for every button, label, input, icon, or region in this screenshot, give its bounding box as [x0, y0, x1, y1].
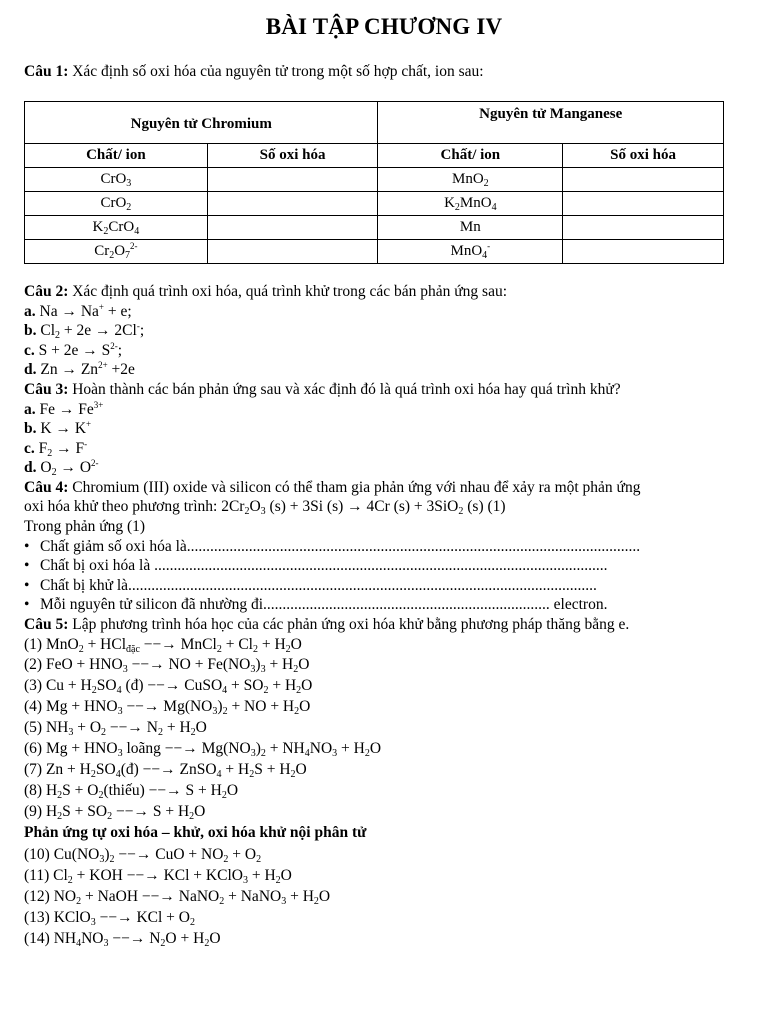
table-cell-answer[interactable]	[563, 240, 724, 264]
half-reaction: b. K → K+	[24, 419, 92, 437]
table-header-substance: Chất/ ion	[25, 144, 208, 168]
reaction-equation: (12) $NO_2$ + NaOH −−→ NaNO$_2$ + NaNO$_3$ + $H_2O$	[24, 888, 331, 907]
reaction-equation: (14) $NH_4NO_3$ −−→ $N_2O + H_2O$	[24, 930, 221, 949]
reaction-equation: (10) $Cu(NO_3)_2$ −−→ CuO + $NO_2 + O_2$	[24, 846, 262, 865]
table-cell-substance: MnO$_4$-	[378, 240, 563, 264]
question-5-text: Lập phương trình hóa học của các phản ứng oxi hóa khử bằng phương pháp thăng bằng e.	[72, 616, 630, 633]
reaction-equation: (13) KClO$_3$ −−→ KCl + $O_2$	[24, 909, 195, 928]
reaction-equation: (1) MnO$_2$ + HCl$_{đặc}$ −−→ MnCl$_2$ + $Cl_2 + H_2O$	[24, 636, 302, 655]
table-cell-answer[interactable]	[207, 240, 378, 264]
reaction-equation: (8) $H_2S$ + $O_2(thiếu)$ −−→ $S + H_2O$	[24, 782, 239, 801]
question-4	[24, 478, 640, 498]
question-4-label: Câu 4:	[24, 479, 69, 496]
page-title: BÀI TẬP CHƯƠNG IV	[265, 14, 503, 39]
half-reaction: b. $Cl_2 + 2e \to 2Cl^-$;	[24, 321, 145, 341]
question-1	[24, 62, 484, 82]
fill-blank-item: • Chất giảm số oxi hóa là.....................................................................................................................	[24, 537, 640, 557]
half-reaction: a. Na → Na+ + e;	[24, 302, 132, 320]
question-5	[24, 615, 629, 635]
table-cell-substance: CrO$_3$	[25, 168, 208, 192]
reaction-equation: (9) $H_2S + SO_2$ −−→ $S + H_2O$	[24, 803, 206, 822]
reaction-equation: (11) $Cl_2$ + KOH −−→ KCl + KClO$_3$ + $H_2O$	[24, 867, 292, 886]
question-5-label: Câu 5:	[24, 616, 69, 633]
table-cell-substance: MnO$_2$	[378, 168, 563, 192]
question-2-text: Xác định quá trình oxi hóa, quá trình khử trong các bán phản ứng sau:	[72, 283, 507, 300]
question-3	[24, 380, 621, 400]
half-reaction: a. $Fe \to Fe^{3+}$	[24, 400, 104, 418]
table-group-manganese: Nguyên tử Manganese	[378, 102, 724, 144]
section-heading: Phản ứng tự oxi hóa – khử, oxi hóa khử nội phân tử	[24, 824, 367, 841]
table-cell-substance: $K_2MnO_4$	[378, 192, 563, 216]
question-1-label: Câu 1:	[24, 63, 69, 80]
half-reaction: c. $S + 2e \to S^{2-}$;	[24, 341, 123, 359]
half-reaction: d. $O_2 \to O^{2-}$	[24, 458, 99, 478]
table-cell-substance: Mn	[378, 216, 563, 240]
table-cell-answer[interactable]	[563, 168, 724, 192]
table-cell-answer[interactable]	[563, 192, 724, 216]
table-header-oxidation: Số oxi hóa	[207, 144, 378, 168]
table-header-oxidation: Số oxi hóa	[563, 144, 724, 168]
question-4-equation-line: oxi hóa khử theo phương trình: $2Cr_2O_3$ (s) + 3Si (s) → 4Cr (s) + 3SiO$_2$ (s) (1)	[24, 498, 506, 517]
question-1-text: Xác định số oxi hóa của nguyên tử trong một số hợp chất, ion sau:	[72, 63, 484, 80]
reaction-equation: (4) $Mg + HNO_3$ −−→ $Mg(NO_3)_2$ + NO + $H_2O$	[24, 698, 311, 717]
reaction-equation: (6) $Mg + HNO_3$ loãng −−→ $Mg(NO_3)_2 + NH_4NO_3 + H_2O$	[24, 740, 382, 759]
in-reaction-label: Trong phản ứng (1)	[24, 518, 146, 535]
fill-blank-item: • Chất bị oxi hóa là .....................................................................................................................	[24, 556, 607, 576]
fill-blank-item: • Mỗi nguyên tử silicon đã nhường đi.......................................................................... electron.	[24, 595, 607, 615]
reaction-equation: (5) $NH_3 + O_2$ −−→ $N_2 + H_2O$	[24, 719, 207, 738]
table-cell-answer[interactable]	[563, 216, 724, 240]
question-2	[24, 282, 507, 302]
reaction-equation: (7) $Zn + H_2SO_4(đ)$ −−→ ZnSO$_4$ + $H_2S + H_2O$	[24, 761, 307, 780]
oxidation-number-table	[24, 101, 724, 264]
reaction-equation: (3) $Cu + H_2SO_4$ (đ) −−→ CuSO$_4$ + $SO_2 + H_2O$	[24, 677, 313, 696]
table-cell-answer[interactable]	[207, 168, 378, 192]
fill-blank-item: • Chất bị khử là.........................................................................................................................	[24, 576, 597, 596]
question-3-label: Câu 3:	[24, 381, 69, 398]
question-3-text: Hoàn thành các bán phản ứng sau và xác định đó là quá trình oxi hóa hay quá trình khử?	[72, 381, 621, 398]
question-2-label: Câu 2:	[24, 283, 69, 300]
table-group-chromium: Nguyên tử Chromium	[25, 102, 378, 144]
half-reaction: d. $Zn \to Zn^{2+} +2e$	[24, 360, 135, 378]
table-cell-substance: $Cr_2O_7^{2-}$	[25, 240, 208, 264]
table-cell-answer[interactable]	[207, 192, 378, 216]
half-reaction: c. $F_2 \to F^-$	[24, 439, 88, 459]
reaction-equation: (2) FeO + $HNO_3$ −−→ NO + $Fe(NO_3)_3 + H_2O$	[24, 656, 310, 675]
table-cell-substance: CrO$_2$	[25, 192, 208, 216]
question-4-text: Chromium (III) oxide và silicon có thể tham gia phản ứng với nhau để xảy ra một phản ứng	[72, 479, 641, 496]
table-header-substance: Chất/ ion	[378, 144, 563, 168]
table-cell-answer[interactable]	[207, 216, 378, 240]
table-cell-substance: $K_2CrO_4$	[25, 216, 208, 240]
